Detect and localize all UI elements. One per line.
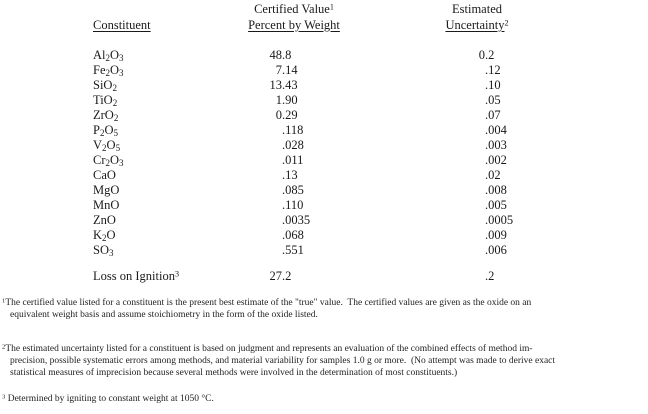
constituent-cell: SiO$_2$ bbox=[93, 78, 117, 93]
left-margin-spacer bbox=[0, 63, 93, 78]
constituent-table-body bbox=[0, 48, 648, 284]
certified-value-int: 13 bbox=[269, 78, 282, 92]
certified-value-frac: .110 bbox=[282, 198, 304, 212]
footnote-line: precision, possible systematic errors among methods, and material variability for samples 1.0 g or more. (No attempt was made to derive exact bbox=[10, 355, 556, 366]
uncertainty-int bbox=[350, 123, 485, 138]
table-row bbox=[0, 228, 648, 243]
certified-value-int: 7 bbox=[275, 63, 282, 77]
certified-value-int bbox=[223, 153, 282, 168]
certified-value-frac: .90 bbox=[282, 93, 298, 107]
uncertainty-frac: .006 bbox=[485, 243, 507, 257]
estimated-header-line1: Estimated bbox=[452, 2, 502, 16]
left-margin-spacer bbox=[0, 213, 93, 228]
certified-value-int: 48 bbox=[269, 48, 282, 62]
table-row bbox=[0, 48, 648, 63]
left-margin-spacer bbox=[0, 269, 93, 284]
uncertainty-frac: .2 bbox=[485, 269, 495, 283]
certified-value-int bbox=[223, 183, 282, 198]
uncertainty-frac: .005 bbox=[485, 198, 507, 212]
formula-subscript: 3 bbox=[119, 157, 124, 168]
footnote-line: $^3$ Determined by igniting to constant weight at 1050 °C. bbox=[2, 393, 214, 405]
constituent-cell: $Cr_2O_3$ bbox=[93, 153, 124, 168]
certified-header-line1 bbox=[213, 2, 375, 18]
uncertainty-int bbox=[350, 183, 485, 198]
column-header-certified-value bbox=[213, 2, 375, 33]
uncertainty-frac: .0005 bbox=[485, 213, 514, 227]
uncertainty-int bbox=[350, 243, 485, 258]
footnote-ref-1: 1 bbox=[329, 2, 334, 12]
uncertainty-frac: .05 bbox=[485, 93, 501, 107]
uncertainty-int bbox=[350, 213, 485, 228]
uncertainty-int bbox=[350, 138, 485, 153]
certified-value-frac: .29 bbox=[282, 108, 298, 122]
certified-value-int bbox=[223, 138, 282, 153]
formula-subscript: 2 bbox=[102, 142, 107, 153]
column-header-constituent bbox=[93, 18, 151, 34]
constituent-cell: ZnO bbox=[93, 213, 116, 227]
certified-value-int: 0 bbox=[275, 108, 282, 122]
table-row bbox=[0, 108, 648, 123]
uncertainty-frac: .2 bbox=[485, 48, 495, 62]
certified-value-frac: .028 bbox=[282, 138, 304, 152]
uncertainty-int bbox=[350, 228, 485, 243]
certified-value-frac: .0035 bbox=[282, 213, 311, 227]
table-row bbox=[0, 63, 648, 78]
footnote-marker: 2 bbox=[2, 342, 6, 350]
constituent-cell: MnO bbox=[93, 198, 120, 212]
uncertainty-frac: .10 bbox=[485, 78, 501, 92]
uncertainty-frac: .004 bbox=[485, 123, 507, 137]
footnote-line: $^2$The estimated uncertainty listed for a constituent is based on judgment and represents an evaluation of the combined effects of method im- bbox=[2, 342, 533, 354]
constituent-cell: $Fe_2O_3$ bbox=[93, 63, 124, 78]
table-row bbox=[0, 93, 648, 108]
formula-subscript: 2 bbox=[105, 67, 110, 78]
formula-subscript: 3 bbox=[119, 67, 124, 78]
constituent-cell: $P_2O_5$ bbox=[93, 123, 118, 138]
uncertainty-int bbox=[350, 78, 485, 93]
constituent-cell: TiO$_2$ bbox=[93, 93, 118, 108]
certified-header-text: Certified Value bbox=[254, 2, 330, 16]
certified-value-frac: .068 bbox=[282, 228, 304, 242]
certified-value-frac: .8 bbox=[282, 48, 292, 62]
constituent-header-label: Constituent bbox=[93, 18, 151, 32]
uncertainty-int: 0 bbox=[478, 48, 485, 62]
footnote-marker: 1 bbox=[2, 297, 6, 305]
table-header bbox=[0, 0, 648, 47]
uncertainty-int bbox=[350, 168, 485, 183]
footnote-marker: 3 bbox=[2, 393, 6, 401]
uncertainty-frac: .07 bbox=[485, 108, 501, 122]
constituent-cell: ZrO$_2$ bbox=[93, 108, 119, 123]
formula-subscript: 3 bbox=[119, 52, 124, 63]
certified-value-int bbox=[223, 228, 282, 243]
table-row bbox=[0, 198, 648, 213]
table-row bbox=[0, 138, 648, 153]
uncertainty-frac: .12 bbox=[485, 63, 501, 77]
left-margin-spacer bbox=[0, 123, 93, 138]
left-margin-spacer bbox=[0, 198, 93, 213]
formula-subscript: 3 bbox=[108, 247, 114, 258]
formula-subscript: 2 bbox=[113, 112, 119, 123]
constituent-cell: $K_2O$ bbox=[93, 228, 116, 243]
table-row bbox=[0, 243, 648, 258]
uncertainty-int bbox=[350, 93, 485, 108]
left-margin-spacer bbox=[0, 243, 93, 258]
formula-subscript: 2 bbox=[112, 82, 117, 93]
table-row bbox=[0, 153, 648, 168]
uncertainty-int bbox=[350, 63, 485, 78]
table-row bbox=[0, 123, 648, 138]
formula-subscript: 2 bbox=[112, 97, 118, 108]
left-margin-spacer bbox=[0, 93, 93, 108]
table-row bbox=[0, 168, 648, 183]
footnote-1 bbox=[2, 297, 648, 322]
certified-header-line2: Percent by Weight bbox=[248, 17, 340, 32]
left-margin-spacer bbox=[0, 228, 93, 243]
uncertainty-frac: .009 bbox=[485, 228, 507, 242]
uncertainty-int bbox=[350, 269, 485, 284]
constituent-cell: $Al_2O_3$ bbox=[93, 48, 124, 63]
footnote-3 bbox=[2, 393, 648, 405]
certified-value-frac: .118 bbox=[282, 123, 304, 137]
certified-value-frac: .2 bbox=[282, 269, 292, 283]
footnote-line: equivalent weight basis and assume stoichiometry in the form of the oxide listed. bbox=[10, 310, 318, 321]
certified-value-frac: .551 bbox=[282, 243, 304, 257]
formula-subscript: 2 bbox=[99, 127, 105, 138]
certified-value-int bbox=[223, 243, 282, 258]
footnote-ref-2: 2 bbox=[504, 17, 509, 27]
uncertainty-int bbox=[350, 198, 485, 213]
uncertainty-frac: .003 bbox=[485, 138, 507, 152]
left-margin-spacer bbox=[0, 168, 93, 183]
formula-subscript: 2 bbox=[105, 52, 110, 63]
left-margin-spacer bbox=[0, 108, 93, 123]
constituent-cell: CaO bbox=[93, 168, 116, 182]
table-row bbox=[0, 78, 648, 93]
certified-value-frac: .14 bbox=[282, 63, 298, 77]
column-header-estimated-uncertainty bbox=[396, 2, 558, 33]
formula-subscript: 2 bbox=[102, 232, 107, 243]
constituent-cell: $V_2O_5$ bbox=[93, 138, 121, 153]
constituent-cell: MgO bbox=[93, 183, 120, 197]
footnote-line: statistical measures of imprecision because several methods were involved in the determination of most constituents.) bbox=[10, 368, 458, 379]
uncertainty-header-text: Uncertainty bbox=[445, 17, 505, 32]
left-margin-spacer bbox=[0, 153, 93, 168]
formula-subscript: 5 bbox=[115, 142, 121, 153]
formula-subscript: 2 bbox=[105, 157, 110, 168]
table-row bbox=[0, 213, 648, 228]
certified-value-frac: .13 bbox=[282, 168, 298, 182]
left-margin-spacer bbox=[0, 183, 93, 198]
uncertainty-frac: .002 bbox=[485, 153, 507, 167]
certified-value-int bbox=[223, 198, 282, 213]
uncertainty-frac: .008 bbox=[485, 183, 507, 197]
constituent-cell: $SO_3$ bbox=[93, 243, 114, 258]
certified-value-int bbox=[223, 168, 282, 183]
certified-value-int bbox=[223, 213, 282, 228]
formula-subscript: 5 bbox=[113, 127, 118, 138]
constituent-cell: Loss on Ignition$^3$ bbox=[93, 269, 180, 283]
certified-value-int: 1 bbox=[275, 93, 282, 107]
certified-value-frac: .43 bbox=[282, 78, 298, 92]
estimated-header-line2 bbox=[396, 18, 558, 34]
left-margin-spacer bbox=[0, 138, 93, 153]
uncertainty-int bbox=[350, 153, 485, 168]
certified-value-frac: .011 bbox=[282, 153, 304, 167]
loss-on-ignition-row bbox=[0, 269, 648, 284]
footnotes-section bbox=[2, 297, 648, 406]
footnote-line: $^1$The certified value listed for a constituent is the present best estimate of the "true" value. The certified values are given as the oxide on an bbox=[2, 297, 532, 308]
left-margin-spacer bbox=[0, 48, 93, 63]
footnote-2 bbox=[2, 343, 648, 380]
certified-value-int bbox=[223, 123, 282, 138]
table-row bbox=[0, 183, 648, 198]
footnote-ref-3: 3 bbox=[174, 269, 180, 279]
left-margin-spacer bbox=[0, 78, 93, 93]
certified-value-int: 27 bbox=[269, 269, 282, 283]
uncertainty-int bbox=[350, 108, 485, 123]
certified-value-frac: .085 bbox=[282, 183, 304, 197]
uncertainty-frac: .02 bbox=[485, 168, 501, 182]
